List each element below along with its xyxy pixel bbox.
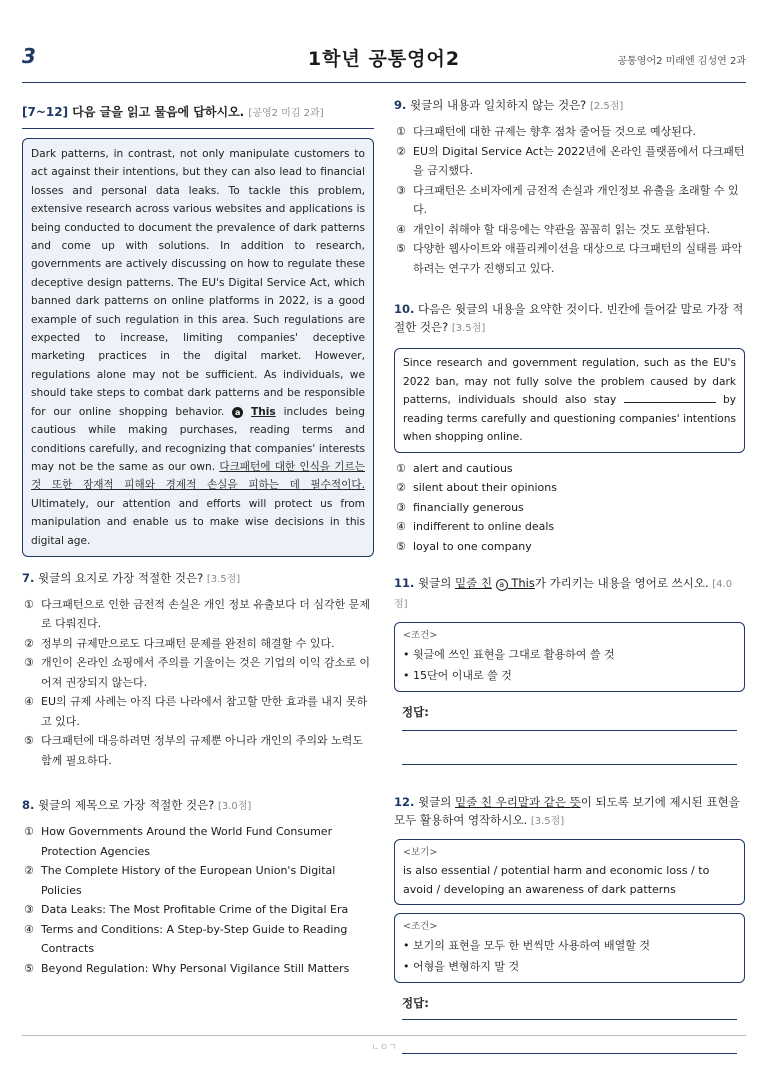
passage-part3: Ultimately, our attention and efforts will protect us from manipulation and enable us to make wise decisions in this digital age.: [31, 497, 365, 547]
condition-item: • 15단어 이내로 쓸 것: [403, 669, 512, 682]
option[interactable]: ① alert and cautious: [396, 461, 513, 475]
condition-tag: <조건>: [403, 921, 438, 932]
condition-tag: <조건>: [403, 630, 438, 641]
question-9: [394, 96, 745, 278]
option[interactable]: ① How Governments Around the World Fund Consumer Protection Agencies: [24, 825, 333, 858]
question-8-options: [22, 822, 374, 978]
question-12-points: [3.5점]: [530, 816, 565, 827]
page-title: 1학년 공통영어2: [307, 48, 461, 70]
option[interactable]: ⑤ 다양한 웹사이트와 애플리케이션을 대상으로 다크패턴의 실태를 파악하려는 연구가 진행되고 있다.: [396, 242, 743, 275]
right-column: [394, 96, 745, 1054]
option[interactable]: ④ Terms and Conditions: A Step-by-Step Guide to Reading Contracts: [24, 922, 348, 956]
page-number: 3: [22, 44, 36, 68]
option[interactable]: ① 다크패턴에 대한 규제는 향후 점차 줄어들 것으로 예상된다.: [396, 125, 696, 138]
summary-box: [394, 348, 745, 453]
answer-label: 정답:: [402, 705, 429, 719]
question-7: [22, 569, 374, 771]
answer-line[interactable]: [402, 720, 737, 731]
option[interactable]: ③ Data Leaks: The Most Profitable Crime of the Digital Era: [24, 903, 349, 917]
option[interactable]: ① 다크패턴으로 인한 금전적 손실은 개인 정보 유출보다 더 심각한 문제로 다뤄진다.: [24, 597, 370, 631]
question-7-text: 윗글의 요지로 가장 적절한 것은?: [38, 570, 204, 585]
condition-box: [394, 913, 745, 983]
question-7-points: [3.5점]: [206, 573, 241, 585]
option[interactable]: ③ financially generous: [396, 500, 524, 514]
set-instruction: [22, 103, 374, 129]
question-8-text: 윗글의 제목으로 가장 적절한 것은?: [38, 798, 215, 813]
summary-text-2: by reading terms carefully and questioning companies' intentions when shopping online.: [403, 394, 736, 443]
answer-line[interactable]: [402, 1011, 737, 1020]
question-9-text: 윗글의 내용과 일치하지 않는 것은?: [410, 98, 587, 112]
marker-a: a: [496, 579, 508, 591]
option[interactable]: ④ 개인이 취해야 할 대응에는 약관을 꼼꼼히 읽는 것도 포함된다.: [396, 222, 711, 236]
passage-underlined-korean: 다크패턴에 대한 인식을 기르는 것 또한 잠재적 피해와 경제적 손실을 피하는 데 필수적이다.: [31, 460, 365, 492]
question-12: [394, 793, 745, 1054]
question-9-points: [2.5점]: [589, 101, 624, 112]
answer-line[interactable]: [402, 731, 737, 765]
option[interactable]: ③ 다크패턴은 소비자에게 금전적 손실과 개인정보 유출을 초래할 수 있다.: [396, 183, 739, 216]
answer-label: 정답:: [402, 996, 429, 1010]
option[interactable]: ⑤ 다크패턴에 대응하려면 정부의 규제뿐 아니라 개인의 주의와 노력도 함께 필요하다.: [24, 734, 364, 767]
question-10-text: 다음은 윗글의 내용을 요약한 것이다. 빈칸에 들어갈 말로 가장 적절한 것은?: [394, 302, 744, 334]
question-10: [394, 300, 745, 556]
question-10-points: [3.5점]: [451, 323, 486, 334]
question-10-number: 10.: [394, 302, 415, 316]
question-7-stem: [22, 569, 374, 589]
passage-this: This: [251, 405, 276, 418]
question-12-stem: 12. 윗글의 밑줄 친 우리말과 같은 뜻이 되도록 보기에 제시된 표현을 모두 활용하여 영작하시오. [3.5점]: [394, 795, 740, 827]
question-9-options: [394, 122, 745, 278]
question-9-stem: [394, 96, 745, 116]
header-subject: 공통영어2 미래엔 김성연 2과: [617, 56, 746, 67]
condition-item: • 어형을 변형하지 말 것: [403, 960, 520, 973]
marker-a: a: [232, 407, 243, 418]
option[interactable]: ⑤ Beyond Regulation: Why Personal Vigilance Still Matters: [24, 961, 350, 975]
option[interactable]: ③ 개인이 온라인 쇼핑에서 주의를 기울이는 것은 기업의 이익 감소로 이어져 권장되지 않는다.: [24, 656, 370, 689]
condition-box: [394, 622, 745, 692]
summary-text-1: Since research and government regulation, such as the EU's 2022 ban, may not fully solve the problem caused by dark patterns, individuals should also stay: [403, 357, 736, 406]
option[interactable]: ④ indifferent to online deals: [396, 520, 555, 533]
reading-passage: [22, 138, 374, 557]
footer-text: ㄴㅇㄱ: [370, 1043, 398, 1053]
option[interactable]: ⑤ loyal to one company: [396, 539, 532, 553]
question-11-points: [4.0점]: [394, 579, 733, 610]
question-7-options: [22, 595, 374, 771]
option[interactable]: ② The Complete History of the European Union's Digital Policies: [24, 864, 336, 897]
question-10-stem: [394, 300, 745, 338]
question-8: [22, 796, 374, 978]
passage-part2: includes being cautious while making purchases, reading terms and conditions carefully, and recognizing that companies' interests may not be the same as our own.: [31, 405, 365, 473]
question-11-number: 11.: [394, 576, 415, 590]
question-8-points: [3.0점]: [217, 801, 252, 813]
set-source: [공영2 미김 2과]: [248, 108, 324, 119]
question-8-stem: [22, 796, 374, 816]
question-7-number: 7.: [22, 570, 35, 585]
option[interactable]: ② EU의 Digital Service Act는 2022년에 온라인 플랫폼에서 다크패턴을 금지했다.: [396, 144, 745, 177]
set-instruction-text: 다음 글을 읽고 물음에 답하시오.: [72, 105, 245, 119]
example-tag: <보기>: [403, 847, 438, 858]
footer-divider: [22, 1035, 746, 1036]
question-8-number: 8.: [22, 798, 35, 813]
question-12-number: 12.: [394, 795, 415, 809]
example-text: is also essential / potential harm and economic loss / to avoid / developing an awareness of dark patterns: [403, 864, 710, 896]
passage-part1: Dark patterns, in contrast, not only manipulate customers to act against their intentions, but they can also lead to financial losses and personal data leaks. To tackle this problem, extensive research across various websites and applications is being conducted to document the prevalence of dark patterns and come up with solutions. In addition to research, governments are actively discussing on how to regulate these deceptive design patterns. The EU's Digital Service Act, which banned dark patterns on online platforms in 2022, is a good example of such regulation in this area. Such regulations are expected to increase, limiting companies' deceptive marketing practices in the digital market. However, regulations alone may not be sufficient. As individuals, we should take steps to combat dark patterns and be responsible for our online shopping behavior.: [31, 148, 365, 418]
header-divider: [22, 82, 746, 83]
set-range: [7~12]: [22, 105, 69, 119]
summary-blank: [624, 392, 716, 403]
option[interactable]: ④ EU의 규제 사례는 아직 다른 나라에서 참고할 만한 효과를 내지 못하고 있다.: [24, 695, 368, 728]
question-9-number: 9.: [394, 98, 407, 112]
question-11: [394, 574, 745, 765]
question-10-options: [394, 459, 745, 557]
question-11-stem: 11. 윗글의 밑줄 친 a This가 가리키는 내용을 영어로 쓰시오. [4.0점]: [394, 576, 733, 610]
condition-item: • 윗글에 쓰인 표현을 그대로 활용하여 쓸 것: [403, 648, 615, 661]
condition-item: • 보기의 표현을 모두 한 번씩만 사용하여 배열할 것: [403, 939, 650, 952]
option[interactable]: ② silent about their opinions: [396, 481, 557, 494]
left-column: [22, 103, 374, 978]
example-box: [394, 839, 745, 905]
option[interactable]: ② 정부의 규제만으로도 다크패턴 문제를 완전히 해결할 수 있다.: [24, 636, 335, 650]
